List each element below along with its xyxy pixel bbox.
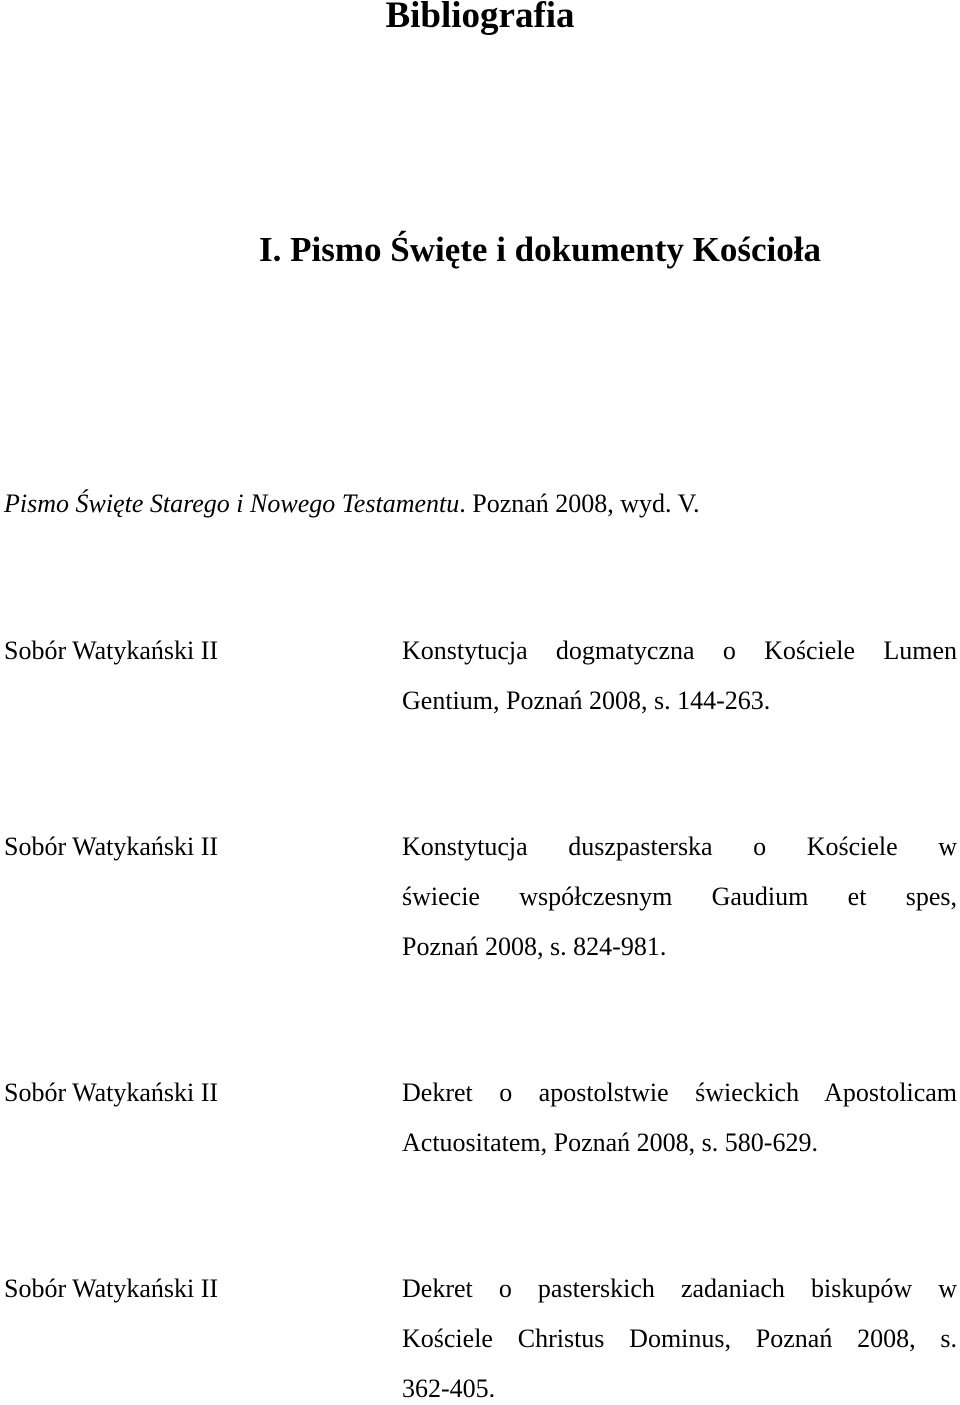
page-title: Bibliografia <box>385 0 575 36</box>
entry-author: Sobór Watykański II <box>4 1078 219 1107</box>
entry-description <box>402 831 957 963</box>
entry-line: Kościele Christus Dominus, Poznań 2008, s. <box>402 1324 957 1353</box>
entry-title-italic: Pismo Święte Starego i Nowego Testamentu <box>4 489 460 518</box>
entry-line: Dekret o apostolstwie świeckich Apostolicam <box>402 1078 957 1107</box>
entry-description <box>402 1077 957 1159</box>
entry-line: Poznań 2008, s. 824-981. <box>402 932 667 961</box>
bibliography-entry-scripture <box>4 488 700 520</box>
entry-line: 362-405. <box>402 1374 496 1403</box>
entry-description <box>402 635 957 717</box>
entry-publication-info: . Poznań 2008, wyd. V. <box>459 489 700 518</box>
entry-line: Konstytucja dogmatyczna o Kościele Lumen <box>402 636 957 665</box>
entry-author: Sobór Watykański II <box>4 832 219 861</box>
entry-description <box>402 1273 957 1405</box>
entry-line: Actuositatem, Poznań 2008, s. 580-629. <box>402 1128 818 1157</box>
section-heading: I. Pismo Święte i dokumenty Kościoła <box>259 230 821 269</box>
entry-author: Sobór Watykański II <box>4 1274 219 1303</box>
entry-line: Konstytucja duszpasterska o Kościele w <box>402 832 957 861</box>
entry-line: Dekret o pasterskich zadaniach biskupów w <box>402 1274 957 1303</box>
entry-line: Gentium, Poznań 2008, s. 144-263. <box>402 686 771 715</box>
entry-author: Sobór Watykański II <box>4 636 219 665</box>
entry-line: świecie współczesnym Gaudium et spes, <box>402 882 957 911</box>
